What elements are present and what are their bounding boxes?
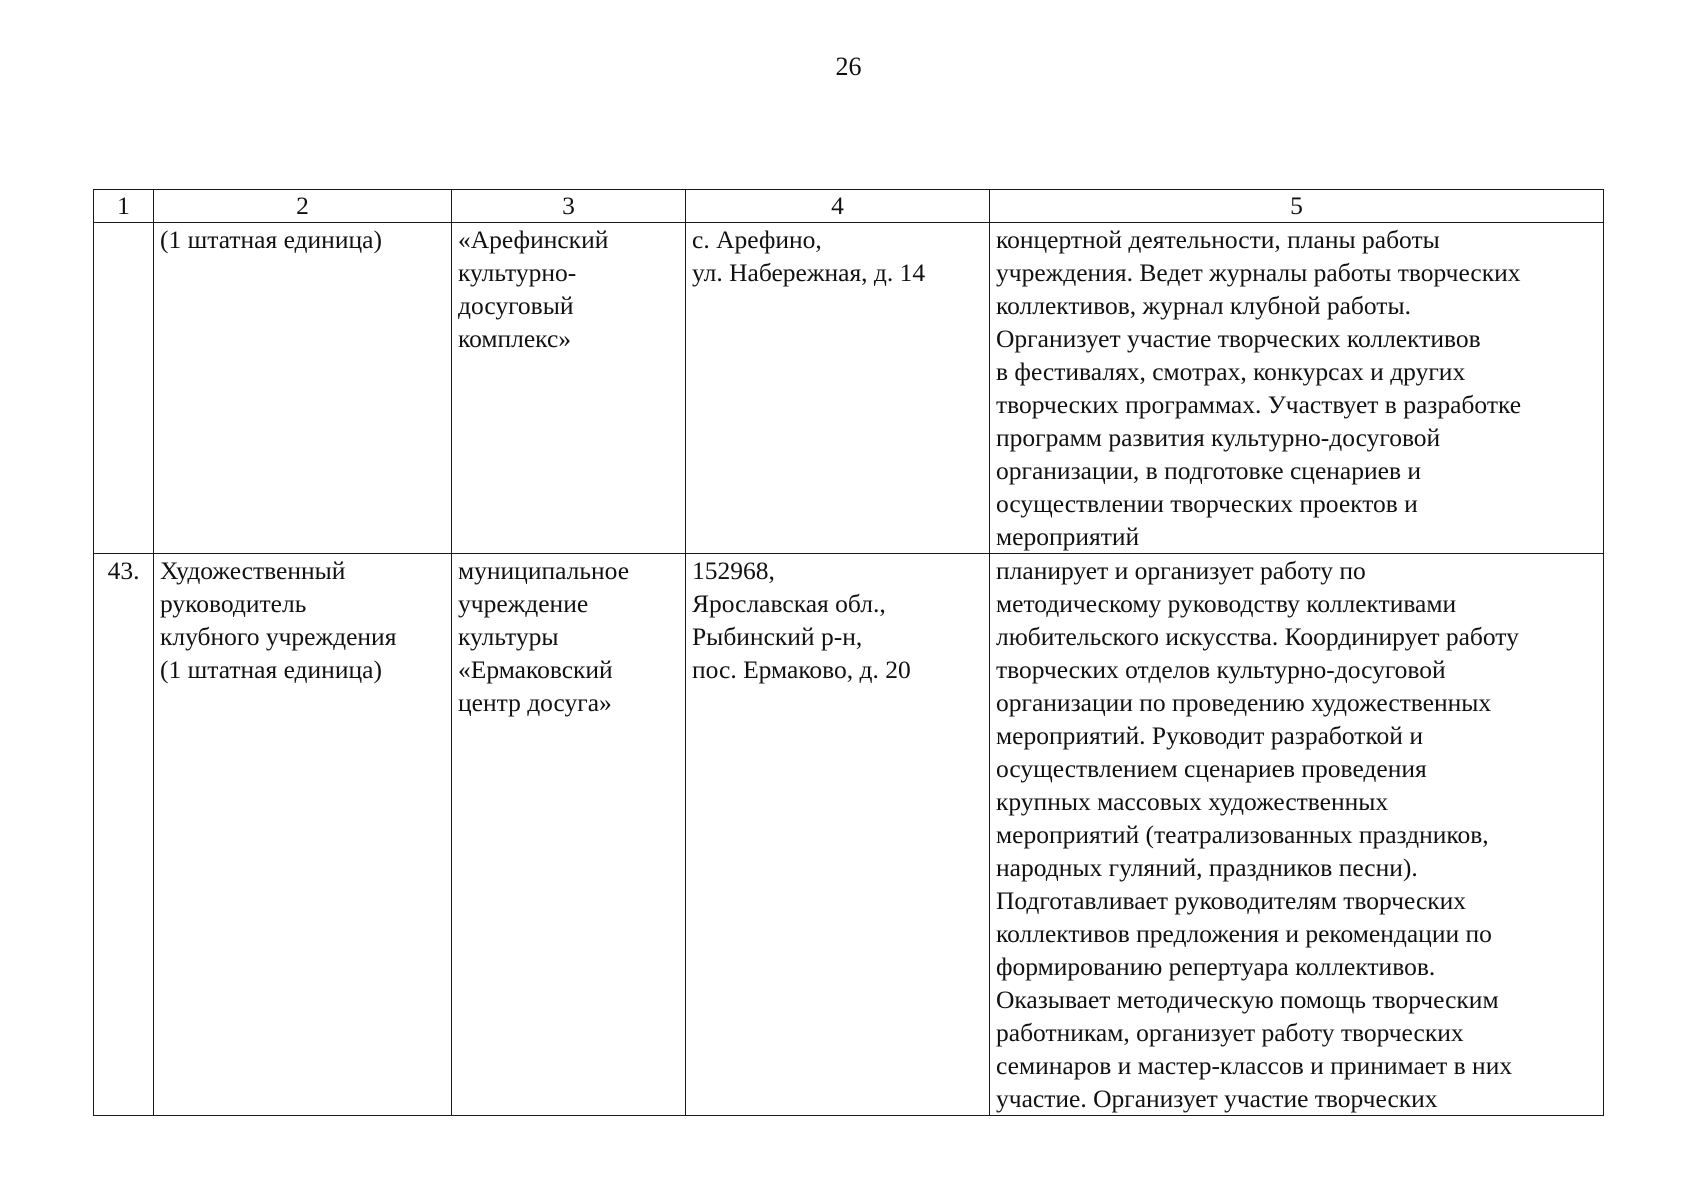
page-number: 26 [835, 52, 862, 81]
address-cell [686, 554, 990, 1116]
positions-table [93, 189, 1604, 1116]
cell-line: центр досуга» [458, 688, 612, 717]
cell-line: (1 штатная единица) [160, 655, 382, 684]
column-header-1: 1 [94, 190, 154, 223]
column-header-2: 2 [154, 190, 452, 223]
cell-line: крупных массовых художественных [996, 787, 1389, 816]
cell-line: мероприятий [996, 522, 1140, 551]
cell-line: учреждение [458, 589, 589, 618]
cell-line: досуговый [458, 291, 574, 320]
cell-line: участие. Организует участие творческих [996, 1084, 1438, 1113]
cell-line: Рыбинский р-н, [692, 622, 863, 651]
cell-line: организации, в подготовке сценариев и [996, 456, 1422, 485]
cell-line: пос. Ермаково, д. 20 [692, 655, 911, 684]
table-row [94, 223, 1604, 554]
cell-line: с. Арефино, [692, 225, 822, 254]
cell-line: «Ермаковский [458, 655, 613, 684]
table-header-row [94, 190, 1604, 223]
cell-line: народных гуляний, праздников песни). [996, 853, 1418, 882]
table-row [94, 554, 1604, 1116]
cell-line: культуры [458, 622, 559, 651]
cell-line: работникам, организует работу творческих [996, 1018, 1464, 1047]
column-header-5: 5 [990, 190, 1604, 223]
row-number-cell [94, 223, 154, 554]
cell-line: концертной деятельности, планы работы [996, 225, 1440, 254]
cell-line: семинаров и мастер-классов и принимает в них [996, 1051, 1513, 1080]
cell-line: любительского искусства. Координирует работу [996, 622, 1519, 651]
cell-line: ул. Набережная, д. 14 [692, 258, 926, 287]
institution-cell [452, 554, 686, 1116]
cell-line: «Арефинский [458, 225, 609, 254]
cell-line: клубного учреждения [160, 622, 397, 651]
cell-line: (1 штатная единица) [160, 225, 382, 254]
cell-line: Ярославская обл., [692, 589, 886, 618]
position-cell [154, 223, 452, 554]
cell-line: 152968, [692, 556, 775, 585]
cell-line: организации по проведению художественных [996, 688, 1492, 717]
duties-cell [990, 554, 1604, 1116]
cell-line: культурно- [458, 258, 577, 287]
cell-line: осуществлением сценариев проведения [996, 754, 1427, 783]
cell-line: учреждения. Ведет журналы работы творческих [996, 258, 1521, 287]
cell-line: в фестивалях, смотрах, конкурсах и других [996, 357, 1466, 386]
cell-line: планирует и организует работу по [996, 556, 1366, 585]
column-header-3: 3 [452, 190, 686, 223]
cell-line: программ развития культурно-досуговой [996, 423, 1441, 452]
cell-line: Оказывает методическую помощь творческим [996, 985, 1499, 1014]
cell-line: муниципальное [458, 556, 630, 585]
cell-line: мероприятий. Руководит разработкой и [996, 721, 1423, 750]
cell-line: Организует участие творческих коллективов [996, 324, 1481, 353]
cell-line: руководитель [160, 589, 307, 618]
cell-line: Подготавливает руководителям творческих [996, 886, 1467, 915]
address-cell [686, 223, 990, 554]
cell-line: методическому руководству коллективами [996, 589, 1457, 618]
cell-line: комплекс» [458, 324, 572, 353]
cell-line: коллективов предложения и рекомендации по [996, 919, 1492, 948]
column-header-4: 4 [686, 190, 990, 223]
cell-line: творческих программах. Участвует в разработке [996, 390, 1522, 419]
institution-cell [452, 223, 686, 554]
cell-line: осуществлении творческих проектов и [996, 489, 1418, 518]
cell-line: формированию репертуара коллективов. [996, 952, 1436, 981]
cell-line: творческих отделов культурно-досуговой [996, 655, 1446, 684]
duties-cell [990, 223, 1604, 554]
cell-line: мероприятий (театрализованных праздников, [996, 820, 1489, 849]
cell-line: Художественный [160, 556, 346, 585]
row-number-cell: 43. [94, 554, 154, 1116]
cell-line: коллективов, журнал клубной работы. [996, 291, 1411, 320]
position-cell [154, 554, 452, 1116]
